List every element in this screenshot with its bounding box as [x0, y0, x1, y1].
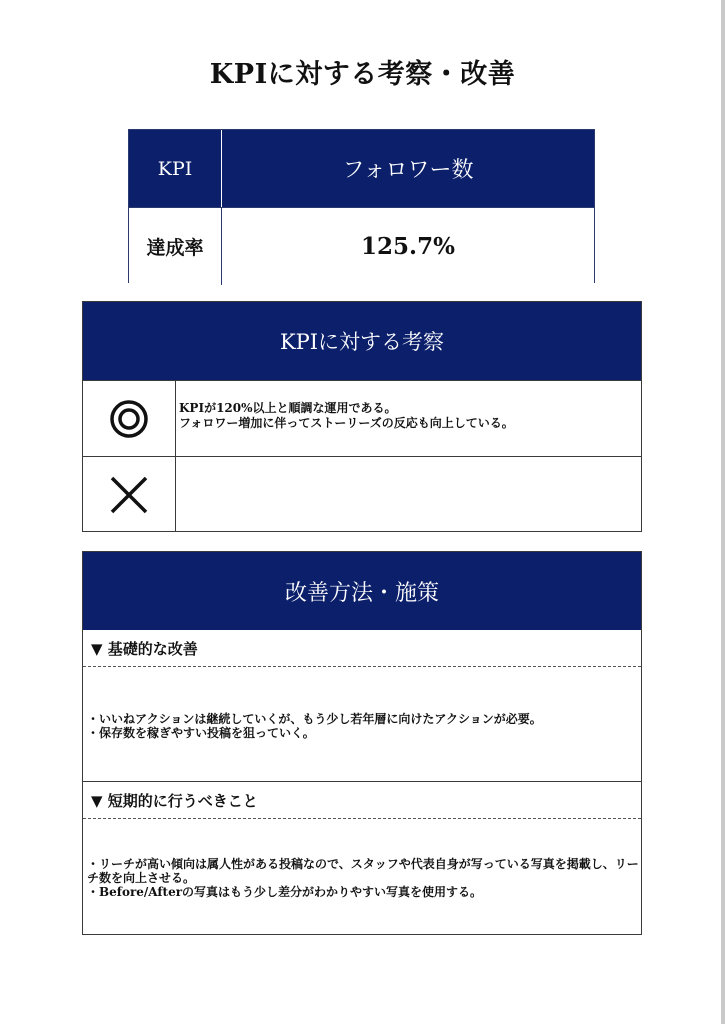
good-points-text [176, 381, 641, 456]
double-circle-icon [83, 381, 176, 456]
short-term-line: ・リーチが高い傾向は属人性がある投稿なので、スタッフや代表自身が写っている写真を掲載し、リーチ数を向上させる。 [87, 857, 639, 885]
page-title: KPIに対する考察・改善 [209, 59, 516, 90]
kpi-achievement-row [129, 207, 594, 285]
kpi-header-value: フォロワー数 [342, 158, 474, 183]
bad-points-text [176, 457, 641, 532]
achievement-value: 125.7% [361, 233, 455, 260]
improvements-section [82, 551, 642, 935]
good-points-row [83, 380, 641, 456]
good-point-line: フォロワー増加に伴ってストーリーズの反応も向上している。 [179, 416, 514, 430]
basic-improvement-line: ・いいねアクションは継続していくが、もう少し若年層に向けたアクションが必要。 [87, 712, 542, 726]
kpi-table [128, 129, 595, 283]
basic-improvement-heading: ▼ 基礎的な改善 [83, 630, 641, 667]
basic-improvement-body [83, 667, 641, 782]
short-term-body [83, 819, 641, 934]
considerations-section [82, 301, 642, 532]
cross-icon [83, 457, 176, 532]
improvements-title: 改善方法・施策 [83, 552, 641, 630]
good-point-line: KPIが120%以上と順調な運用である。 [179, 401, 397, 415]
achievement-label: 達成率 [129, 208, 222, 285]
kpi-header-row [129, 130, 594, 207]
short-term-heading: ▼ 短期的に行うべきこと [83, 782, 641, 819]
basic-improvement-line: ・保存数を稼ぎやすい投稿を狙っていく。 [87, 726, 315, 740]
bad-points-row [83, 456, 641, 532]
page-edge [721, 0, 725, 1024]
kpi-header-label: KPI [129, 130, 222, 207]
short-term-line: ・Before/Afterの写真はもう少し差分がわかりやすい写真を使用する。 [87, 885, 483, 899]
considerations-title: KPIに対する考察 [83, 302, 641, 380]
